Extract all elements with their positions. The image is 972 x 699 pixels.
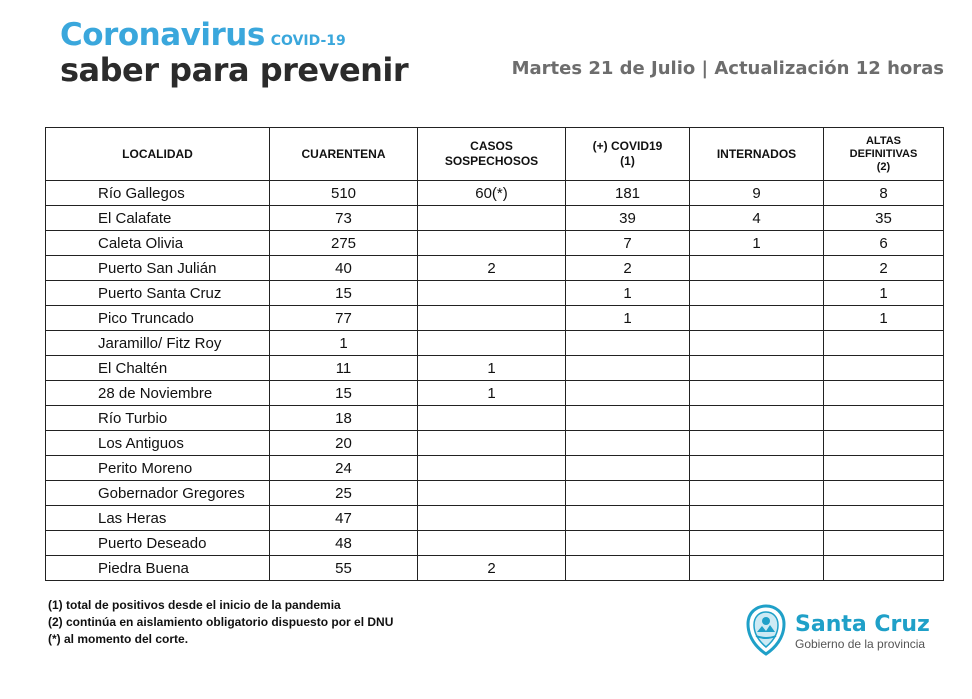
value-cell: 15 [270,281,418,306]
value-cell: 20 [270,431,418,456]
table-row [46,181,944,206]
value-cell: 1 [566,281,690,306]
santa-cruz-shield-icon [745,604,787,661]
locality-cell: Pico Truncado [46,306,270,331]
santa-cruz-logo [745,604,930,661]
locality-cell: El Calafate [46,206,270,231]
value-cell [418,206,566,231]
value-cell [418,306,566,331]
value-cell: 25 [270,481,418,506]
brand-title: Coronavirus [60,17,265,53]
date-line: Martes 21 de Julio | Actualización 12 horas [511,58,944,79]
value-cell [566,481,690,506]
logo-tagline: Gobierno de la provincia [795,637,926,651]
value-cell [566,431,690,456]
value-cell [566,356,690,381]
table-row [46,306,944,331]
table-row [46,506,944,531]
value-cell [418,431,566,456]
locality-cell: Piedra Buena [46,556,270,581]
value-cell [824,456,944,481]
table-row [46,356,944,381]
logo-name: Santa Cruz [795,612,930,637]
value-cell [418,506,566,531]
brand-subtitle: COVID-19 [270,33,346,49]
table-row [46,231,944,256]
value-cell: 8 [824,181,944,206]
value-cell [690,506,824,531]
value-cell: 181 [566,181,690,206]
value-cell [690,381,824,406]
table-row [46,331,944,356]
value-cell [690,406,824,431]
value-cell: 2 [824,256,944,281]
value-cell [566,406,690,431]
value-cell: 4 [690,206,824,231]
table-row [46,406,944,431]
value-cell [566,381,690,406]
column-header: LOCALIDAD [46,128,270,181]
locality-cell: Perito Moreno [46,456,270,481]
footnote: (2) continúa en aislamiento obligatorio dispuesto por el DNU [48,615,394,629]
value-cell: 1 [566,306,690,331]
table-row [46,256,944,281]
value-cell [418,531,566,556]
value-cell [824,406,944,431]
value-cell: 35 [824,206,944,231]
locality-cell: 28 de Noviembre [46,381,270,406]
value-cell [824,531,944,556]
table-header-row [46,128,944,181]
value-cell: 24 [270,456,418,481]
brand-title-line [60,18,408,52]
locality-cell: Jaramillo/ Fitz Roy [46,331,270,356]
value-cell: 1 [824,306,944,331]
value-cell [418,331,566,356]
value-cell: 55 [270,556,418,581]
table-row [46,431,944,456]
value-cell [566,531,690,556]
value-cell [418,456,566,481]
value-cell [824,506,944,531]
value-cell [690,281,824,306]
table-body [46,181,944,581]
value-cell [690,531,824,556]
table-row [46,456,944,481]
footnote: (*) al momento del corte. [48,632,189,646]
value-cell [824,381,944,406]
value-cell [690,456,824,481]
value-cell: 2 [566,256,690,281]
value-cell [824,331,944,356]
locality-cell: Los Antiguos [46,431,270,456]
footnote: (1) total de positivos desde el inicio de la pandemia [48,598,341,612]
value-cell [690,256,824,281]
value-cell [690,481,824,506]
value-cell [690,356,824,381]
locality-cell: Gobernador Gregores [46,481,270,506]
table-row [46,481,944,506]
value-cell [824,431,944,456]
column-header: CASOS SOSPECHOSOS [418,128,566,181]
locality-cell: Puerto San Julián [46,256,270,281]
locality-cell: Río Turbio [46,406,270,431]
value-cell [566,456,690,481]
table-row [46,281,944,306]
value-cell: 510 [270,181,418,206]
value-cell: 77 [270,306,418,331]
covid-table [45,127,944,581]
value-cell [824,481,944,506]
column-header: INTERNADOS [690,128,824,181]
value-cell [566,506,690,531]
table-row [46,206,944,231]
value-cell: 40 [270,256,418,281]
locality-cell: El Chaltén [46,356,270,381]
value-cell [418,481,566,506]
value-cell [824,356,944,381]
value-cell: 7 [566,231,690,256]
value-cell: 1 [824,281,944,306]
value-cell: 1 [690,231,824,256]
column-header: ALTAS DEFINITIVAS (2) [824,128,944,181]
table-row [46,531,944,556]
value-cell [690,331,824,356]
table-row [46,381,944,406]
value-cell [418,406,566,431]
value-cell [690,556,824,581]
value-cell: 1 [418,381,566,406]
footnotes [48,597,393,648]
value-cell: 2 [418,256,566,281]
locality-cell: Puerto Santa Cruz [46,281,270,306]
value-cell [418,281,566,306]
brand-slogan: saber para prevenir [60,51,409,89]
brand-header [60,18,408,88]
value-cell [566,556,690,581]
value-cell: 39 [566,206,690,231]
value-cell [690,431,824,456]
locality-cell: Río Gallegos [46,181,270,206]
value-cell [824,556,944,581]
value-cell: 48 [270,531,418,556]
column-header: (+) COVID19 (1) [566,128,690,181]
table-row [46,556,944,581]
value-cell: 9 [690,181,824,206]
value-cell: 1 [418,356,566,381]
locality-cell: Las Heras [46,506,270,531]
value-cell: 15 [270,381,418,406]
value-cell: 60(*) [418,181,566,206]
value-cell: 2 [418,556,566,581]
column-header: CUARENTENA [270,128,418,181]
value-cell [566,331,690,356]
value-cell: 73 [270,206,418,231]
value-cell: 275 [270,231,418,256]
locality-cell: Puerto Deseado [46,531,270,556]
value-cell [690,306,824,331]
value-cell: 47 [270,506,418,531]
value-cell: 11 [270,356,418,381]
locality-cell: Caleta Olivia [46,231,270,256]
value-cell [418,231,566,256]
value-cell: 6 [824,231,944,256]
value-cell: 1 [270,331,418,356]
value-cell: 18 [270,406,418,431]
